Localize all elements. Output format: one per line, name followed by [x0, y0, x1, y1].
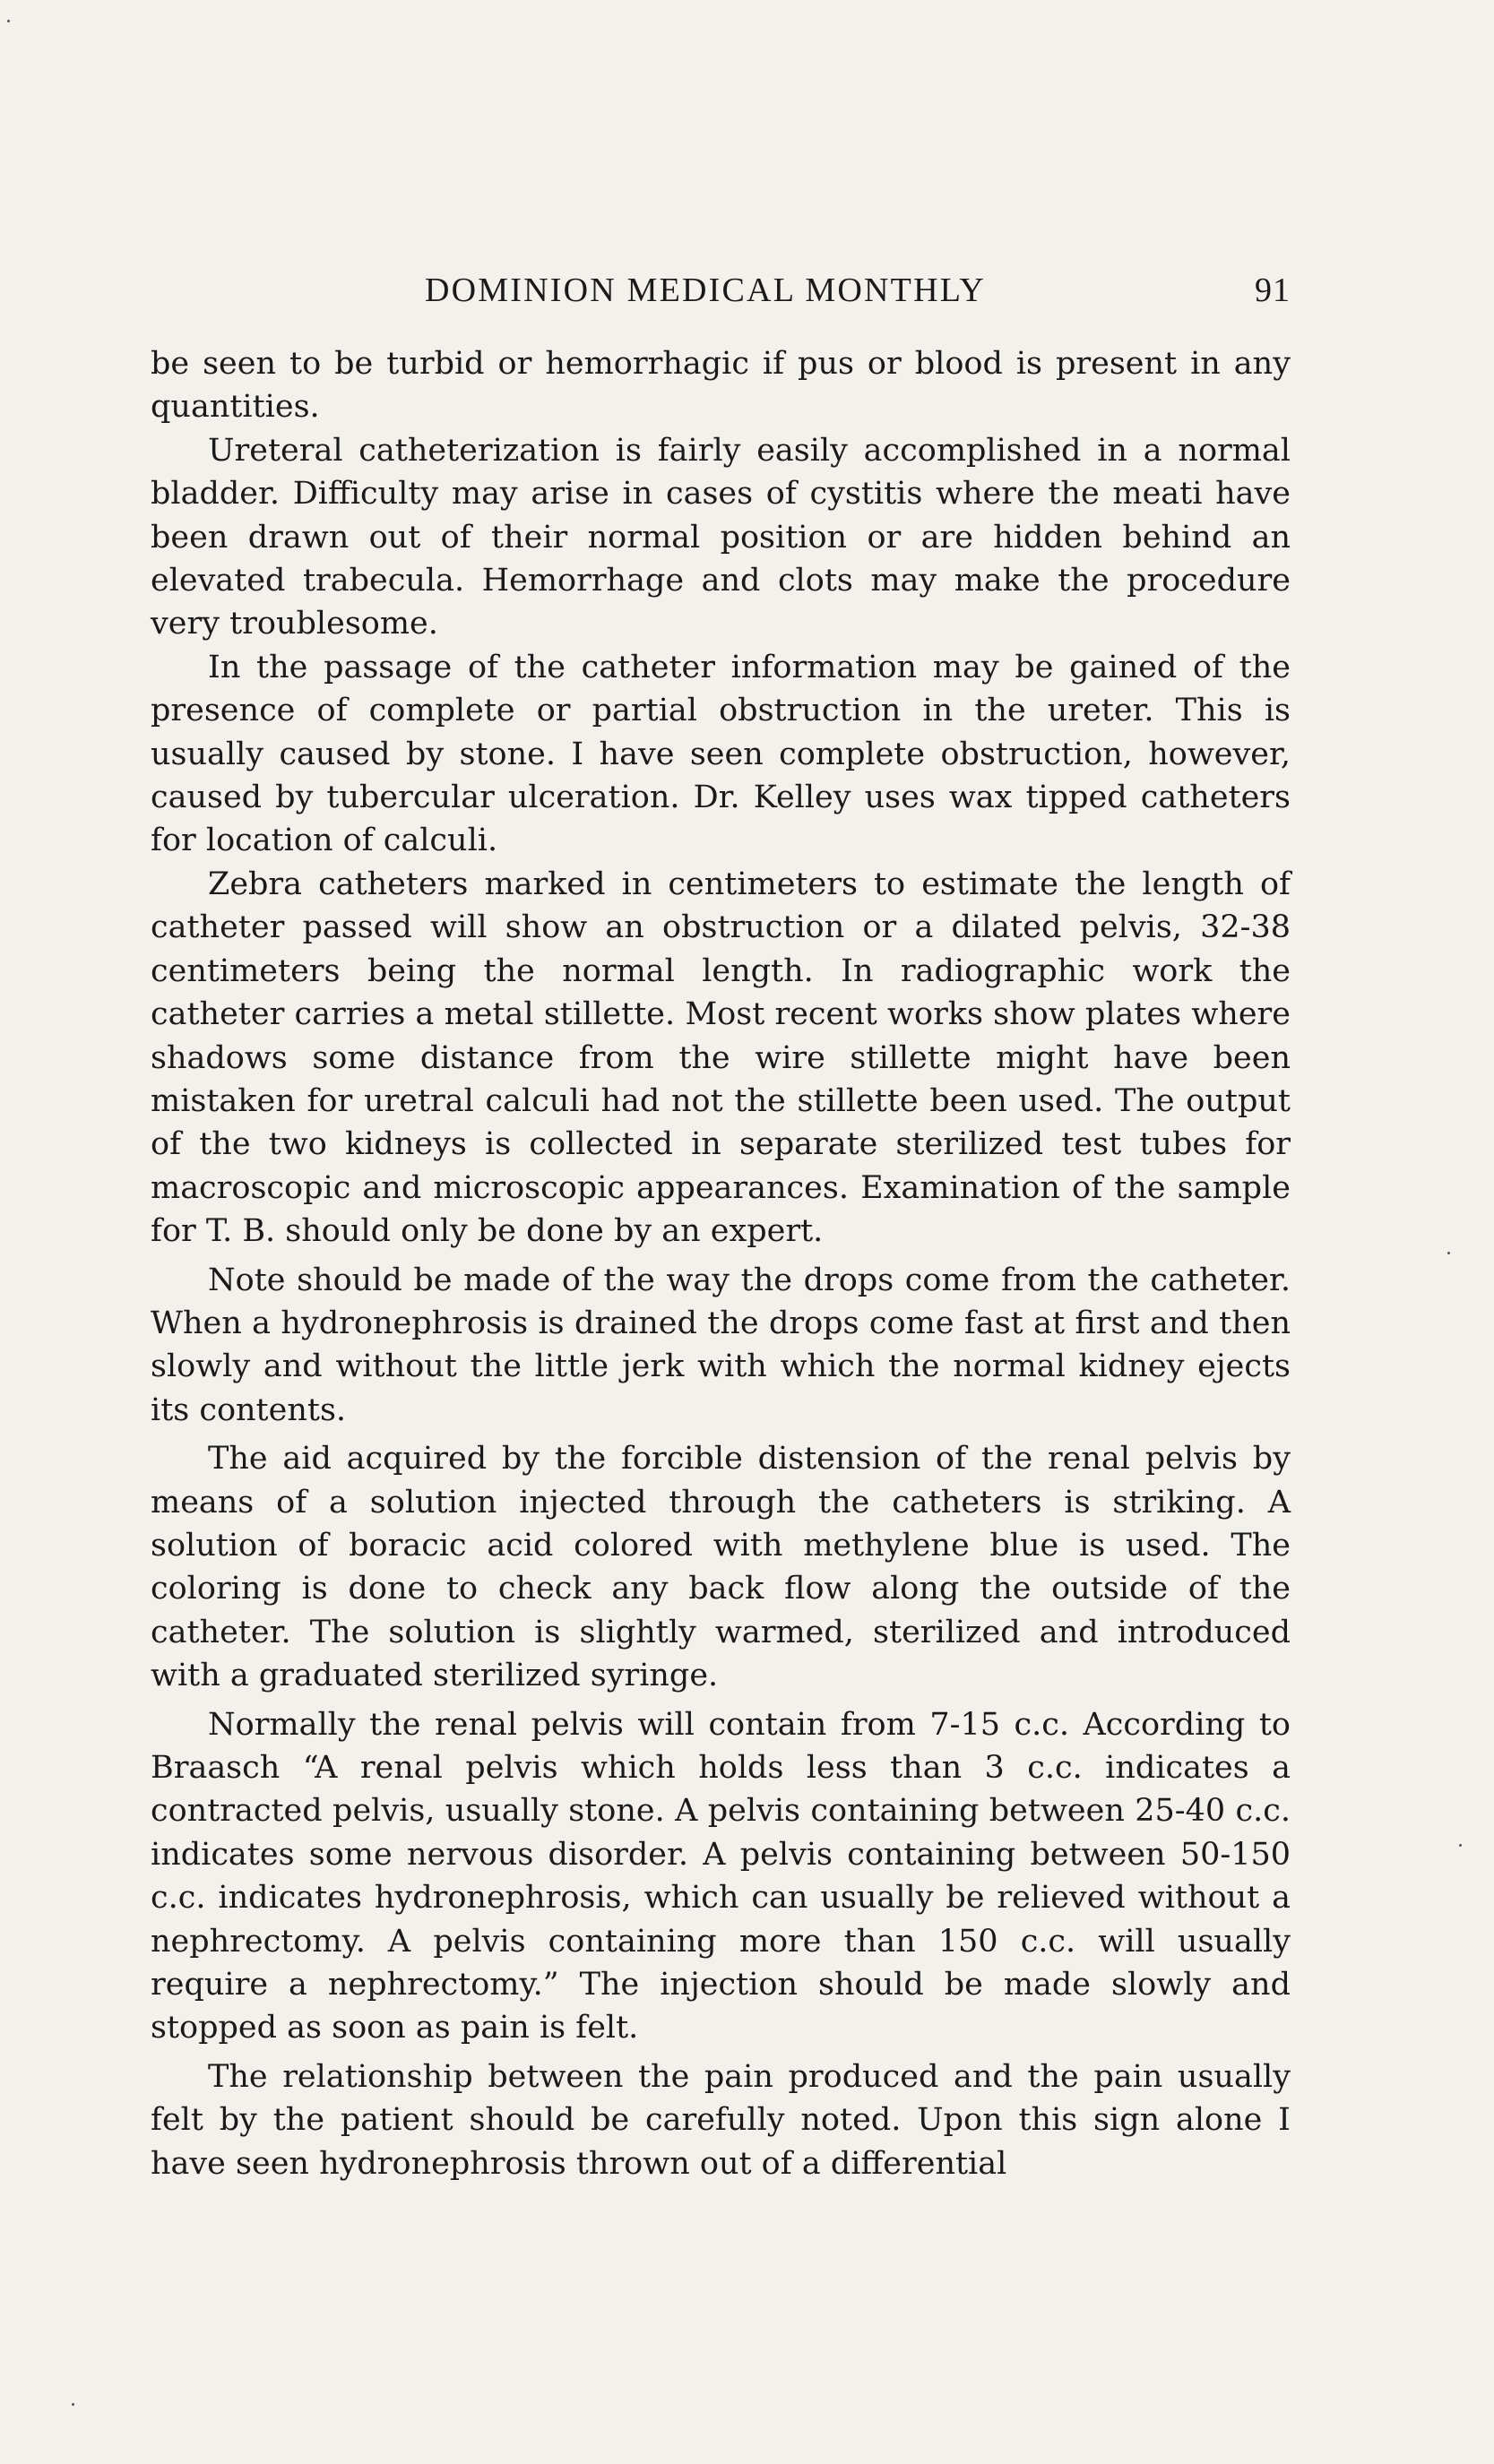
page-number: 91 [1255, 271, 1291, 309]
paragraph-1: be seen to be turbid or hemorrhagic if pus or blood is present in any quantities. [151, 346, 1291, 426]
paragraph-8: The relationship between the pain produced and the pain usually felt by the patient should be carefully noted. Upon this sign alone I have seen hydronephrosis thrown out of a differential [151, 2058, 1291, 2182]
scan-speck [72, 2403, 74, 2406]
paragraph-3: In the passage of the catheter information may be gained of the presence of complete or partial obstruction in the ureter. This is usually caused by stone. I have seen complete obstruction, however, caused by tubercular ulceration. Dr. Kelley uses wax tipped catheters for location of calculi. [151, 649, 1291, 859]
page-header [151, 271, 1291, 315]
scan-speck [1447, 1252, 1450, 1254]
running-title: DOMINION MEDICAL MONTHLY [425, 271, 986, 309]
paragraph-6: The aid acquired by the forcible distension of the renal pelvis by means of a solution injected through the catheters is striking. A solution of boracic acid colored with methylene blue is used. The coloring is done to check any back flow along the outside of the catheter. The solution is slightly warmed, sterilized and introduced with a graduated sterilized syringe. [151, 1441, 1291, 1694]
paragraph-4: Zebra catheters marked in centimeters to estimate the length of catheter passed will show an obstruction or a dilated pelvis, 32-38 centimeters being the normal length. In radiographic work the catheter carries a metal stillette. Most recent works show plates where shadows some distance from the wire stillette might have been mistaken for uretral calculi had not the stillette been used. The output of the two kidneys is collected in separate sterilized test tubes for macroscopic and microscopic appearances. Examination of the sample for T. B. should only be done by an expert. [151, 866, 1291, 1250]
paragraph-7: Normally the renal pelvis will contain from 7-15 c.c. According to Braasch “A renal pelvis which holds less than 3 c.c. indicates a contracted pelvis, usually stone. A pelvis containing between 25-40 c.c. indicates some nervous disorder. A pelvis containing between 50-150 c.c. indicates hydronephrosis, which can usually be relieved without a nephrectomy. A pelvis containing more than 150 c.c. will usually require a nephrectomy.” The injection should be made slowly and stopped as soon as pain is felt. [151, 1706, 1291, 2046]
scan-speck [7, 20, 10, 22]
paragraph-5: Note should be made of the way the drops come from the catheter. When a hydronephrosis is drained the drops come fast at first and then slowly and without the little jerk with which the normal kidney ejects its contents. [151, 1262, 1291, 1428]
paragraph-2: Ureteral catheterization is fairly easily accomplished in a normal bladder. Difficulty may arise in cases of cystitis where the meati have been drawn out of their normal position or are hidden behind an elevated trabecula. Hemorrhage and clots may make the procedure very troublesome. [151, 432, 1291, 642]
article-body [151, 342, 1291, 2185]
scan-speck [1459, 1844, 1462, 1847]
